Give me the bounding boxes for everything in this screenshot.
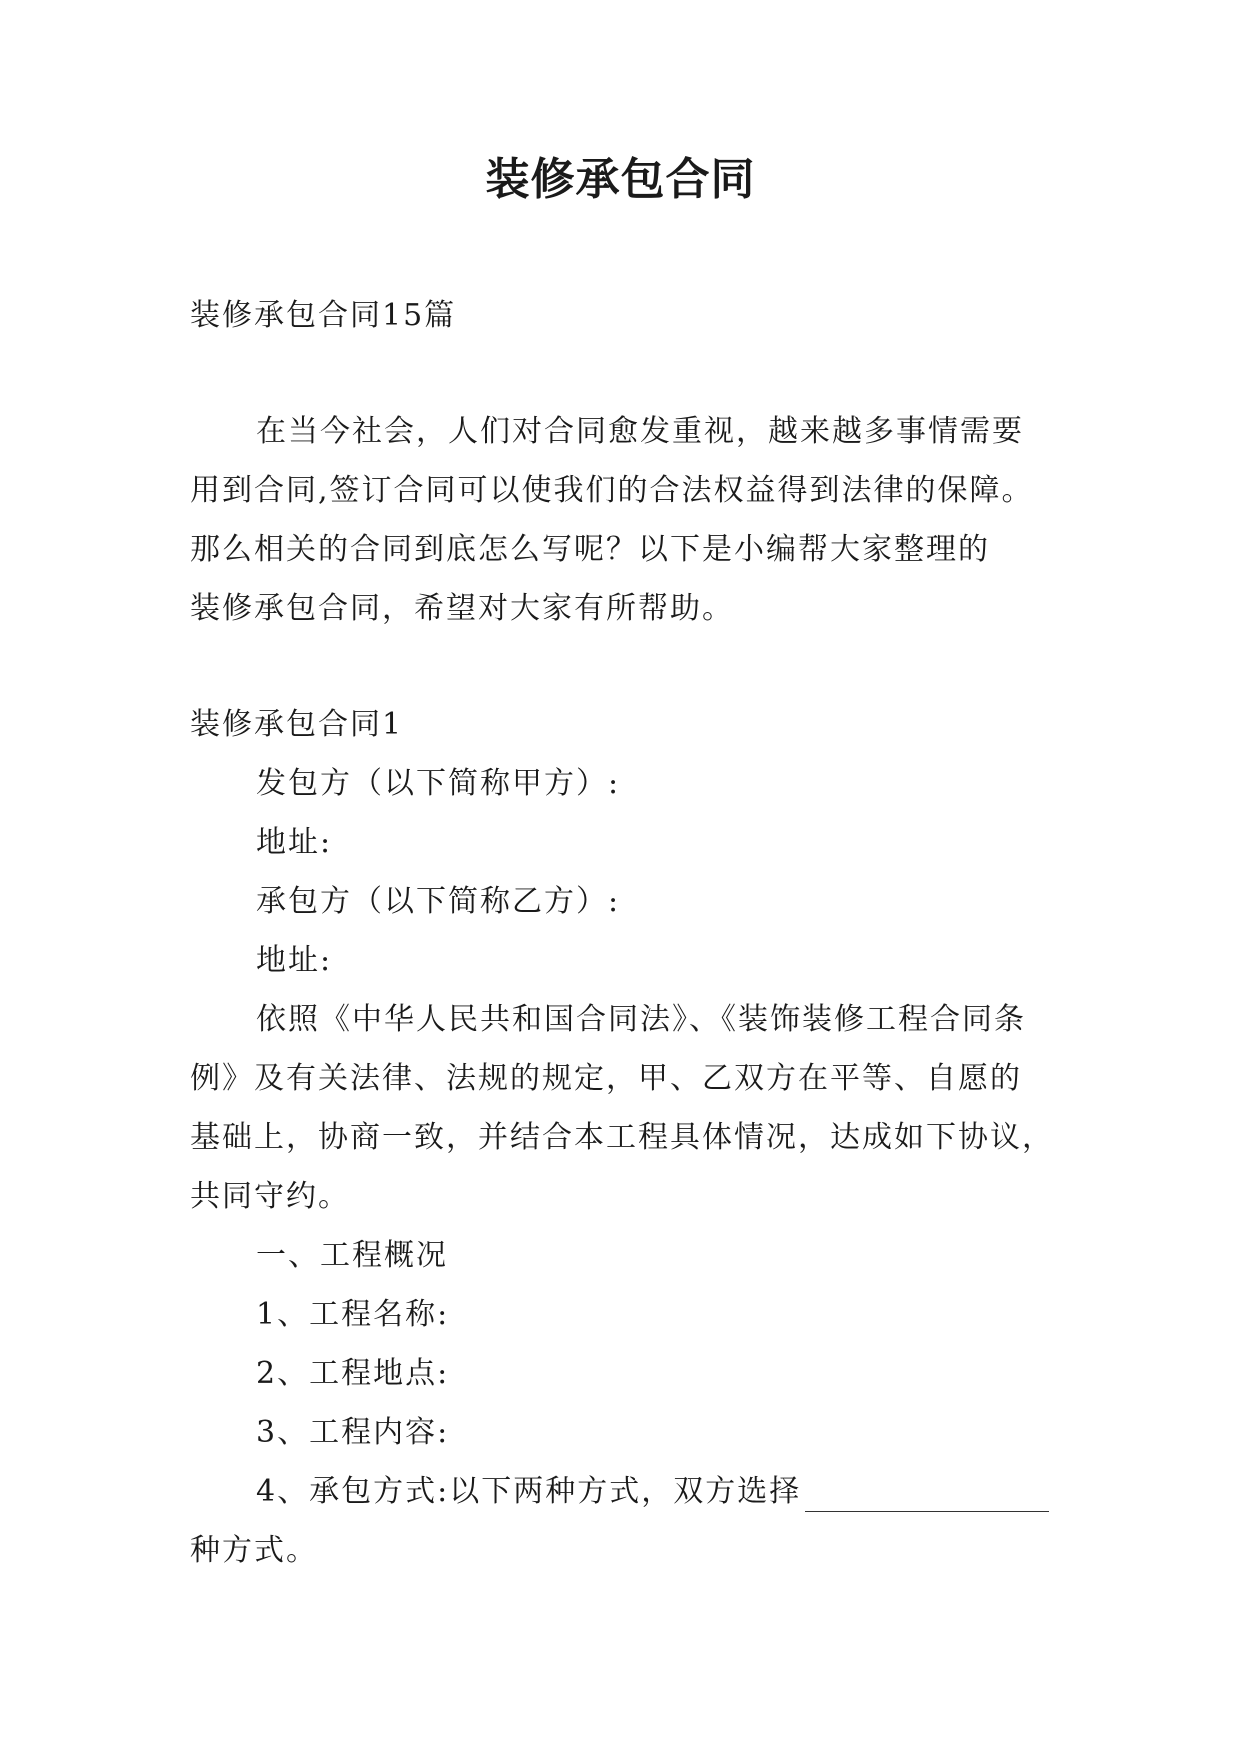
section-heading: 装修承包合同1 bbox=[190, 707, 404, 742]
fill-in-blank bbox=[805, 1481, 1049, 1512]
document-title: 装修承包合同 bbox=[485, 154, 756, 205]
clause-1-heading: 一、工程概况 bbox=[256, 1238, 448, 1273]
party-b-address-label: 地址: bbox=[256, 943, 333, 978]
intro-line-3: 那么相关的合同到底怎么写呢？以下是小编帮大家整理的 bbox=[190, 532, 990, 567]
intro-line-2: 用到合同,签订合同可以使我们的合法权益得到法律的保障。 bbox=[190, 473, 1034, 508]
item-project-content: 3、工程内容: bbox=[256, 1415, 450, 1450]
intro-line-4: 装修承包合同，希望对大家有所帮助。 bbox=[190, 591, 734, 626]
party-a-label: 发包方（以下简称甲方）: bbox=[256, 766, 621, 801]
item-project-name: 1、工程名称: bbox=[256, 1297, 450, 1332]
party-b-label: 承包方（以下简称乙方）: bbox=[256, 884, 621, 919]
item-contract-method-continued: 种方式。 bbox=[190, 1533, 318, 1568]
preamble-line-2: 例》及有关法律、法规的规定，甲、乙双方在平等、自愿的 bbox=[190, 1061, 1022, 1096]
item-contract-method-text: 4、承包方式:以下两种方式，双方选择 bbox=[256, 1474, 802, 1509]
item-contract-method bbox=[256, 1472, 1136, 1512]
preamble-line-4: 共同守约。 bbox=[190, 1179, 350, 1214]
item-project-location: 2、工程地点: bbox=[256, 1356, 450, 1391]
party-a-address-label: 地址: bbox=[256, 825, 333, 860]
document-subtitle: 装修承包合同15篇 bbox=[190, 298, 457, 333]
preamble-line-1: 依照《中华人民共和国合同法》、《装饰装修工程合同条 bbox=[256, 1002, 1026, 1037]
intro-line-1: 在当今社会，人们对合同愈发重视，越来越多事情需要 bbox=[256, 414, 1024, 449]
preamble-line-3: 基础上，协商一致，并结合本工程具体情况，达成如下协议， bbox=[190, 1120, 1054, 1155]
